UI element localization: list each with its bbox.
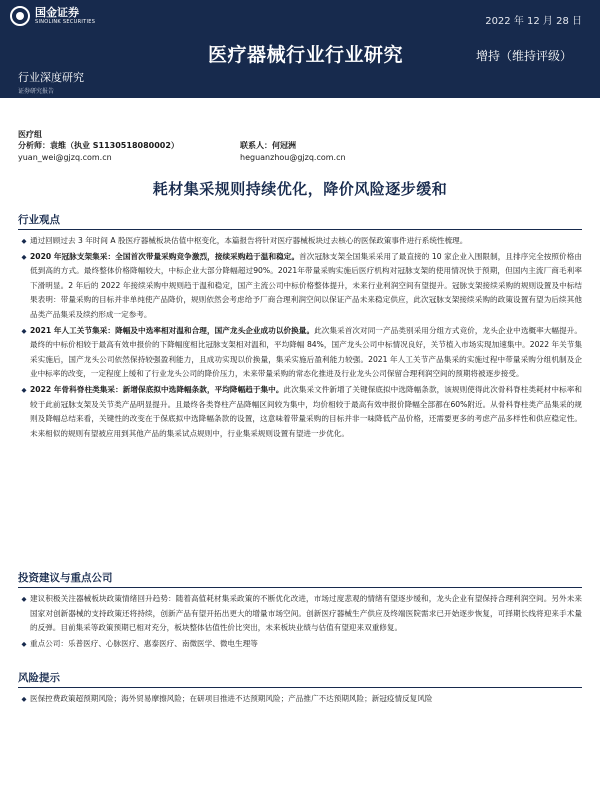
bullet-item (18, 592, 582, 636)
section-title: 投资建议与重点公司 (18, 570, 582, 588)
report-header (0, 0, 600, 98)
bullet-item (18, 383, 582, 441)
bullet-text (30, 637, 582, 652)
report-type: 行业深度研究 (18, 71, 84, 84)
bullet-text (30, 324, 582, 382)
bullet-lead: 2021 年人工关节集采：降幅及中选率相对温和合理，国产龙头企业成功以价换量。 (30, 325, 315, 335)
bullet-text (30, 250, 582, 323)
bullet-icon: ◆ (21, 385, 27, 394)
bullet-item (18, 250, 582, 323)
analyst-label: 分析师：袁维（执业 S1130518080002） (18, 141, 179, 150)
section-views (18, 212, 582, 442)
analyst-email[interactable]: yuan_wei@gjzq.com.cn (18, 153, 112, 162)
contact-email[interactable]: heguanzhou@gjzq.com.cn (240, 153, 346, 162)
report-title: 医疗器械行业行业研究 (208, 44, 404, 66)
section-title: 风险提示 (18, 670, 582, 688)
report-date: 2022 年 12 月 28 日 (485, 16, 582, 27)
bullet-text (30, 234, 582, 249)
bullet-text (30, 383, 582, 441)
bullet-text (30, 692, 582, 707)
bullet-icon: ◆ (21, 639, 27, 648)
bullet-icon: ◆ (21, 326, 27, 335)
bullet-body: 重点公司：乐普医疗、心脉医疗、惠泰医疗、南微医学、微电生理等 (30, 638, 258, 648)
section-title: 行业观点 (18, 212, 582, 230)
section-risk (18, 670, 582, 708)
bullet-icon: ◆ (21, 595, 27, 603)
bullet-body: 建议积极关注器械板块政策情绪回升趋势：随着高值耗材集采政策的不断优化改进，市场过度悲观的情绪有望逐步缓和，龙头企业有望保持合理利润空间。另外未来国家对创新器械的支持政策还将持续，创新产品有望开拓出更大的增量市场空间。创新医疗器械生产供应及终端医院需求已开始逐步恢复，可择期长线将迎来手术量的反弹。目前集采等政策预期已相对充分，板块整体估值性价比突出，未来板块业绩与估值有望迎来双重修复。 (30, 594, 582, 633)
logo-name-en: SINOLINK SECURITIES (35, 19, 96, 25)
team-label: 医疗组 (18, 130, 42, 139)
bullet-item (18, 324, 582, 382)
bullet-body: 医保控费政策超预期风险；海外贸易摩擦风险；在研项目推进不达预期风险；产品推广不达预期风险；新冠疫情反复风险 (30, 694, 433, 703)
bullet-body: 此次集采文件新增了关键保底拟中选降幅条款，该规则使得此次骨科脊柱类耗材中标率和较于此前冠脉支架及关节类产品明显提升。且最终各类脊柱产品降幅区间较为集中，均价相较于最高有效申报价降幅全部都在60%附近。从骨科脊柱类产品集采的规则及降幅总结来看，关键性的改变在于保底拟中选降幅条款的设置，这意味着带量采购的目标并非一味降低产品价格，还需要更多的考虑产品多样性和供应稳定性。未来相似的规则有望被应用到其他产品的集采试点规则中，行业集采规则设置有望进一步优化。 (30, 384, 582, 438)
bullet-item (18, 234, 582, 249)
logo-name-cn: 国金证券 (35, 6, 79, 19)
report-category: 证券研究报告 (18, 88, 55, 95)
contact-label: 联系人：何冠洲 (240, 141, 296, 150)
rating-label: 增持（维持评级） (475, 49, 572, 63)
bullet-icon: ◆ (21, 252, 27, 261)
bullet-lead: 2022 年骨科脊柱类集采：新增保底拟中选降幅条款，平均降幅趋于集中。 (30, 384, 284, 394)
bullet-lead: 2020 年冠脉支架集采：全国首次带量采购竞争激烈，接续采购趋于温和稳定。 (30, 251, 300, 261)
company-logo (10, 6, 95, 26)
bullet-item (18, 692, 582, 707)
logo-mark-icon (10, 6, 30, 26)
report-subtitle: 耗材集采规则持续优化，降价风险逐步缓和 (152, 180, 448, 198)
bullet-body: 此次集采首次对同一产品类别采用分组方式竞价，龙头企业中选概率大幅提升。最终的中标价相较于最高有效申报价的下降幅度相比冠脉支架相对温和，平均降幅 84%，国产龙头公司中标情况良好，关节植入市场实现加速集中。2022 年关节集采实施后，国产龙头公司依然保持较强盈利能力，且成功实现以价换量，集采实施后盈利能力较强。2021 年人工关节产品集采的实施过程中带量采购分组机制及企业中标率的改变，一定程度上缓和了行业龙头公司的降价压力，未来带量采购的常态化推进及行业龙头公司保留合理利润空间的预期将被逐步接受。 (30, 325, 582, 379)
section-advice (18, 570, 582, 652)
bullet-icon: ◆ (21, 695, 27, 703)
bullet-text (30, 592, 582, 636)
bullet-body: 首次冠脉支架全国集采采用了最直接的 10 家企业入围限制，且排序完全按照价格由低到高的方式。最终整体价格降幅较大，中标企业大部分降幅超过90%。2021年带量采购实施后医疗机构对冠脉支架的使用情况快于预期，但国内主流厂商毛利率下滑明显。2 年后的 2022 年接续采购中规则趋于温和稳定，国产主流公司中标价格整体提升，未来行业利润空间有望提升。冠脉支架接续采购的规则设置及中标结果表明：带量采购的目标并非单纯使产品降价，规则依然会考虑给予厂商合理利润空间以保证产品未来稳定供应，此次冠脉支架接续采购的政策设置有望为后续其他品类产品集采及续约形成一定参考。 (30, 251, 582, 319)
bullet-item (18, 637, 582, 652)
bullet-body: 通过回顾过去 3 年时间 A 股医疗器械板块估值中枢变化，本篇报告将针对医疗器械板块过去核心的医保政策事件进行系统性梳理。 (30, 236, 468, 245)
bullet-icon: ◆ (21, 237, 27, 245)
